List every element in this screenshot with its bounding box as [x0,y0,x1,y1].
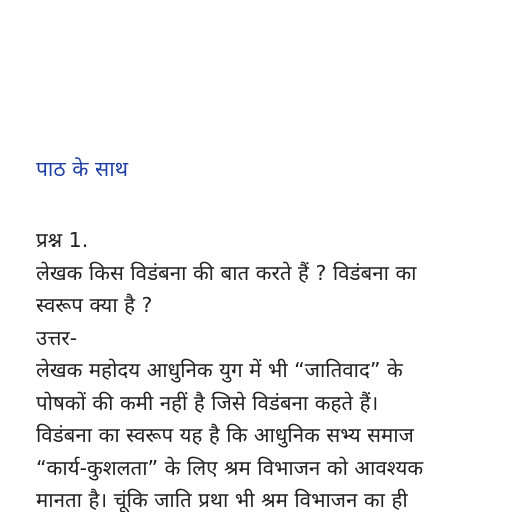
answer-text-line: लेखक महोदय आधुनिक युग में भी “जातिवाद” के [36,358,403,382]
section-title: पाठ के साथ [36,157,129,181]
question-number: प्रश्न 1. [36,228,89,252]
question-text-line: स्वरूप क्या है ? [36,293,153,317]
question-answer-block [36,224,496,512]
question-text-line: लेखक किस विडंबना की बात करते हैं ? विडंबना का [36,260,417,285]
answer-text-line: विडंबना का स्वरूप यह है कि आधुनिक सभ्य समाज [36,423,414,447]
answer-text-line: मानता है। चूंकि जाति प्रथा भी श्रम विभाजन का ही [36,488,408,512]
answer-text-line: पोषकों की कमी नहीं है जिसे विडंबना कहते हैं। [36,390,379,415]
answer-text-line: “कार्य-कुशलता” के लिए श्रम विभाजन को आवश्यक [36,455,424,480]
answer-label: उत्तर- [36,325,78,350]
